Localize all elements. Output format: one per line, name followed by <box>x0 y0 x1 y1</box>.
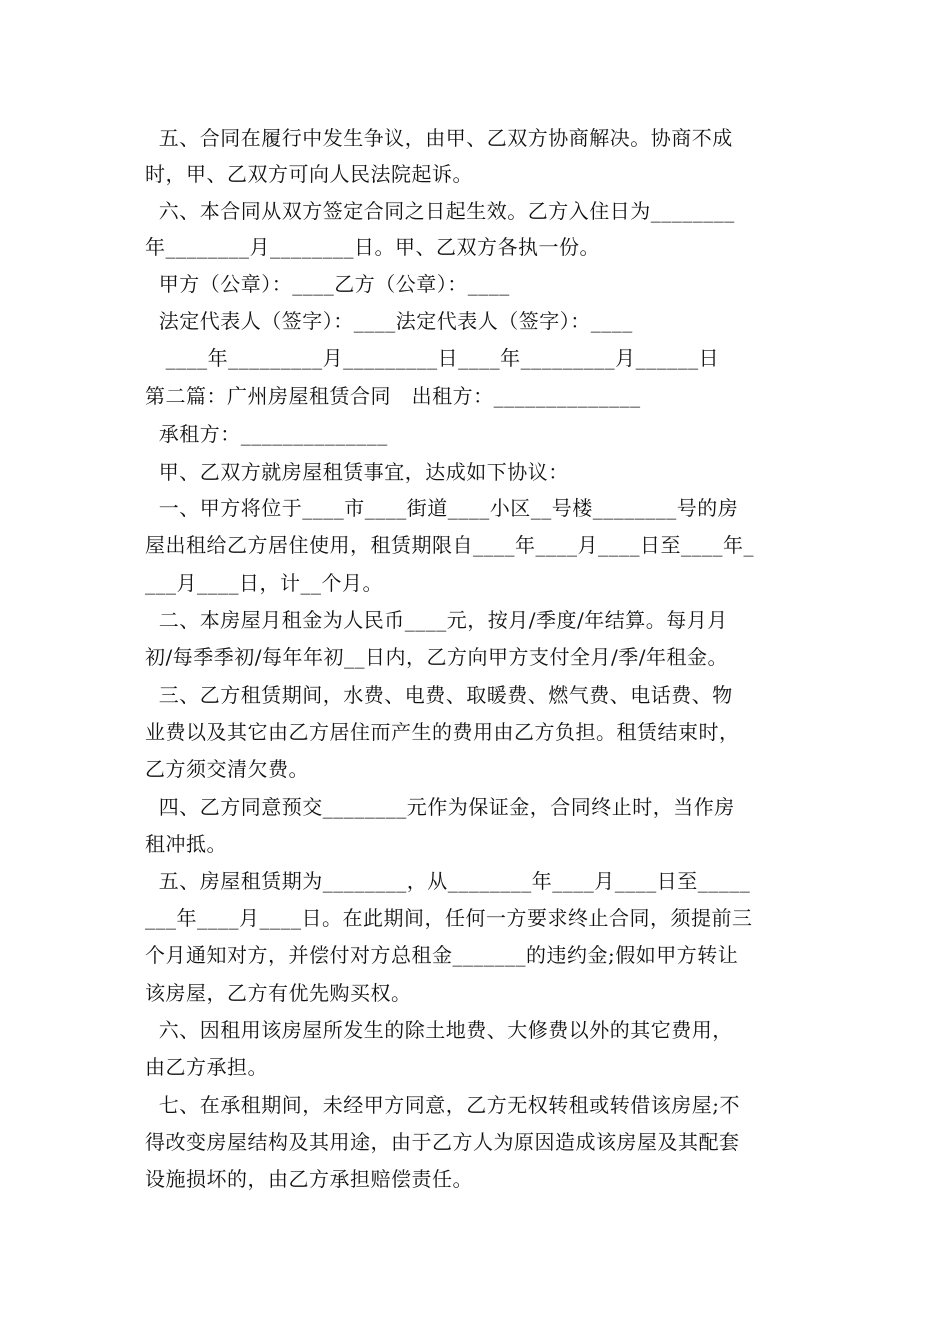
paragraph-line: 四、乙方同意预交________元作为保证金，合同终止时，当作房 <box>145 795 735 819</box>
paragraph-line: ___月____日，计__个月。 <box>145 571 383 595</box>
paragraph-line: 该房屋，乙方有优先购买权。 <box>145 981 412 1005</box>
paragraph-line: 承租方：______________ <box>145 422 388 446</box>
paragraph-line: 五、房屋租赁期为________，从________年____月____日至_____ <box>145 869 751 893</box>
paragraph-line: 六、本合同从双方签定合同之日起生效。乙方入住日为________ <box>145 199 735 223</box>
paragraph-line: 得改变房屋结构及其用途，由于乙方人为原因造成该房屋及其配套 <box>145 1130 740 1154</box>
paragraph-line: 租冲抵。 <box>145 832 227 856</box>
paragraph-line: 屋出租给乙方居住使用，租赁期限自____年____月____日至____年_ <box>145 533 754 557</box>
paragraph-line: 年________月________日。甲、乙双方各执一份。 <box>145 235 600 259</box>
paragraph-line: 乙方须交清欠费。 <box>145 757 309 781</box>
section-heading: 第二篇：广州房屋租赁合同 出租方：______________ <box>145 384 641 408</box>
paragraph-line: 初/每季季初/每年年初__日内，乙方向甲方支付全月/季/年租金。 <box>145 645 728 669</box>
paragraph-line: 六、因租用该房屋所发生的除土地费、大修费以外的其它费用， <box>145 1018 733 1042</box>
paragraph-line: ___年____月____日。在此期间，任何一方要求终止合同，须提前三 <box>145 906 753 930</box>
signature-line: 法定代表人（签字）：____法定代表人（签字）：____ <box>145 309 633 333</box>
paragraph-line: 个月通知对方，并偿付对方总租金_______的违约金;假如甲方转让 <box>145 943 739 967</box>
paragraph-line: 甲、乙双方就房屋租赁事宜，达成如下协议： <box>145 460 569 484</box>
paragraph-line: 七、在承租期间，未经甲方同意，乙方无权转租或转借该房屋;不 <box>145 1093 740 1117</box>
paragraph-line: 业费以及其它由乙方居住而产生的费用由乙方负担。租赁结束时， <box>145 720 740 744</box>
paragraph-line: 由乙方承担。 <box>145 1055 268 1079</box>
date-line: ____年_________月_________日____年_________月______日 <box>145 346 720 370</box>
paragraph-line: 二、本房屋月租金为人民币____元，按月/季度/年结算。每月月 <box>145 608 728 632</box>
paragraph-line: 时，甲、乙双方可向人民法院起诉。 <box>145 162 473 186</box>
paragraph-line: 三、乙方租赁期间，水费、电费、取暖费、燃气费、电话费、物 <box>145 683 733 707</box>
signature-line: 甲方（公章）：____乙方（公章）：____ <box>145 272 510 296</box>
paragraph-line: 五、合同在履行中发生争议，由甲、乙双方协商解决。协商不成 <box>145 126 733 150</box>
paragraph-line: 一、甲方将位于____市____街道____小区__号楼________号的房 <box>145 496 739 520</box>
paragraph-line: 设施损坏的，由乙方承担赔偿责任。 <box>145 1167 473 1191</box>
